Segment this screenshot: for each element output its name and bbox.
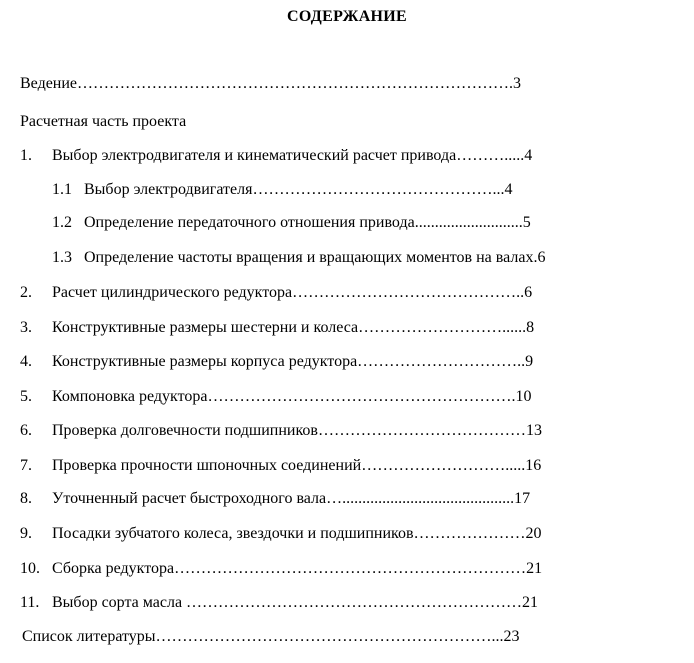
- toc-text: Компоновка редуктора………………………………………………….10: [52, 388, 532, 405]
- toc-entry-1-2: [52, 213, 531, 233]
- toc-entry-5: [20, 387, 531, 407]
- toc-entry-2: [20, 283, 532, 303]
- toc-number: 7.: [20, 457, 32, 474]
- toc-text: Конструктивные размеры шестерни и колеса………………………......8: [52, 319, 535, 336]
- toc-intro: Ведение……………………………………………………………………….3: [20, 75, 522, 92]
- toc-text: Посадки зубчатого колеса, звездочки и подшипников…………………20: [52, 525, 542, 542]
- toc-entry-3: [20, 318, 534, 338]
- toc-entry-8: [20, 489, 530, 509]
- toc-text: Сборка редуктора…………………………………………………………21: [52, 560, 543, 577]
- toc-number: 8.: [20, 490, 32, 507]
- toc-references: Список литературы………………………………………………………...23: [22, 628, 520, 645]
- toc-entry-10: [20, 559, 542, 579]
- toc-number: 2.: [20, 284, 32, 301]
- toc-number: 6.: [20, 422, 32, 439]
- toc-number: 1.3: [52, 249, 72, 266]
- toc-text: Определение частоты вращения и вращающих моментов на валах.6: [84, 249, 546, 266]
- toc-number: 4.: [20, 353, 32, 370]
- toc-number: 11.: [20, 594, 40, 611]
- toc-entry-9: [20, 524, 542, 544]
- toc-number: 1.1: [52, 181, 72, 198]
- toc-number: 1.: [20, 147, 32, 164]
- toc-entry-11: [20, 593, 538, 613]
- toc-text: Конструктивные размеры корпуса редуктора…………………………..9: [52, 353, 534, 370]
- toc-text: Выбор сорта масла ………………………………………………………21: [52, 594, 539, 611]
- toc-text: Уточненный расчет быстроходного вала…...........................................17: [52, 490, 531, 507]
- toc-entry-4: [20, 352, 533, 372]
- toc-text: Проверка прочности шпоночных соединений……………………….....16: [52, 457, 542, 474]
- toc-entry-1-3: [52, 248, 545, 268]
- toc-number: 9.: [20, 525, 32, 542]
- toc-number: 5.: [20, 388, 32, 405]
- toc-text: Выбор электродвигателя………………………………………...4: [84, 181, 513, 198]
- toc-entry-1: [20, 146, 532, 166]
- page-title: СОДЕРЖАНИЕ: [286, 8, 408, 25]
- toc-number: 1.2: [52, 214, 72, 231]
- toc-entry-6: [20, 421, 542, 441]
- toc-text: Расчет цилиндрического редуктора……………………………………..6: [52, 284, 533, 301]
- toc-text: Проверка долговечности подшипников…………………………………13: [52, 422, 542, 439]
- toc-number: 3.: [20, 319, 32, 336]
- toc-section-heading: Расчетная часть проекта: [20, 113, 187, 130]
- toc-text: Определение передаточного отношения привода...........................5: [84, 214, 531, 231]
- toc-entry-1-1: [52, 180, 512, 200]
- toc-text: Выбор электродвигателя и кинематический расчет привода……….....4: [52, 147, 533, 164]
- toc-entry-7: [20, 456, 541, 476]
- toc-number: 10.: [20, 560, 40, 577]
